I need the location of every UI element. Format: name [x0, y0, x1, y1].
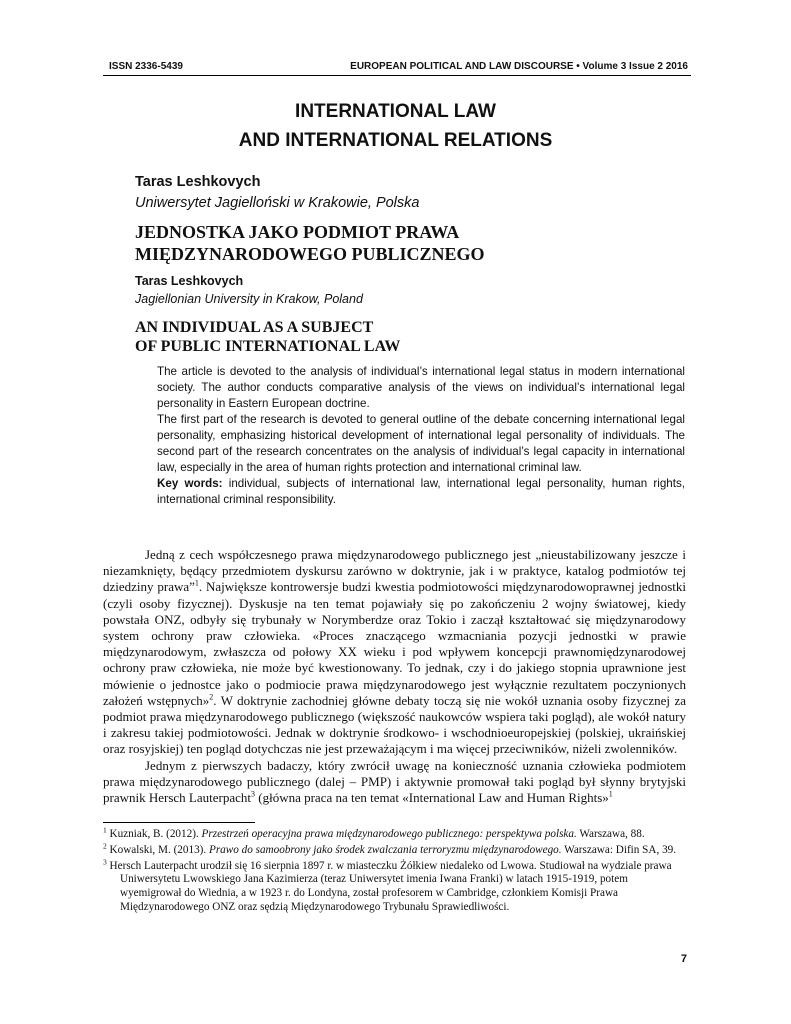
author-english: Taras Leshkovych: [135, 274, 244, 288]
body-text-run: (główna praca na ten temat «International Law and Human Rights»: [255, 790, 609, 806]
footnote-ref: 1: [194, 579, 199, 589]
footnote-italic-title: Prawo do samoobrony jako środek zwalczania terroryzmu międzynarodowego.: [208, 843, 562, 856]
abstract-paragraph-1: The article is devoted to the analysis of individual’s international legal status in modern international society. The author conducts comparative analysis of the views on individual’s international legal personality in Eastern European doctrine.: [157, 365, 685, 410]
section-title-line1: INTERNATIONAL LAW: [295, 101, 496, 122]
footnote-italic-title: Przestrzeń operacyjna prawa międzynarodowego publicznego: perspektywa polska.: [201, 828, 577, 840]
footnote-ref: 3: [251, 789, 255, 799]
footnote-ref: 2: [209, 692, 214, 702]
footnote-text: Hersch Lauterpacht urodził się 16 sierpnia 1897 r. w miasteczku Żółkiew niedaleko od Lwowa. Studiował na wydziale prawa Uniwersytetu Lwowskiego Jana Kazimierza (teraz Uniwersytet imenia Iwana Franki) w latach 1915-1919, potem wyemigrował do Wiednia, a w 1923 r. do Londyna, został profesorem w Cambridge, członkiem Komisji Prawa Międzynarodowego ONZ oraz sędzią Międzynarodowego Trybunału Sprawiedliwości.: [109, 859, 672, 913]
article-title-polish-line2: MIĘDZYNARODOWEGO PUBLICZNEGO: [135, 244, 485, 264]
affiliation-polish: Uniwersytet Jagielloński w Krakowie, Polska: [135, 195, 420, 211]
section-title: [0, 97, 791, 155]
header-issn: ISSN 2336-5439: [109, 61, 183, 72]
keywords-label: Key words:: [157, 477, 223, 490]
affiliation-english: Jagiellonian University in Krakow, Poland: [135, 292, 363, 306]
abstract-paragraph-2: The first part of the research is devoted to general outline of the debate concerning international legal personality, emphasizing historical development of international legal personality of individuals. The second part of the research concentrates on the analysis of individual’s legal capacity in international law, especially in the area of human rights protection and international criminal law.: [157, 413, 685, 474]
keywords-text: individual, subjects of international law, international legal personality, human rights, international criminal responsibility.: [157, 477, 685, 506]
article-title-english-line2: OF PUBLIC INTERNATIONAL LAW: [135, 338, 401, 355]
footnote-ref: 1: [608, 789, 613, 799]
article-title-polish: [135, 221, 485, 265]
footnote-2: [103, 841, 686, 858]
abstract: [157, 364, 685, 508]
body-text-run: Jednym z pierwszych badaczy, który zwrócił uwagę na konieczność uznania człowieka podmiotem prawa międzynarodowego publicznego (dalej – PMP) i aktywnie promował taki pogląd był słynny brytyjski prawnik Hersch Lauterpacht: [103, 757, 686, 806]
body-text-run: Jedną z cech współczesnego prawa międzynarodowego publicznego jest „nieustabilizowany jeszcze i niezamknięty, będący przedmiotem dyskursu zarówno w doktrynie, jak i w praktyce, katalog podmiotów tej dziedziny prawa”: [103, 547, 686, 595]
footnote-number: 1: [103, 825, 107, 835]
body-paragraph-2: [103, 758, 686, 807]
body-text-run: . Największe kontrowersje budzi kwestia podmiotowości międzynarodowoprawnej jednostki (czyli osoby fizycznej). Dyskusje na ten temat pojawiały się po zakończeniu 2 wojny światowej, kiedy powstała ONZ, odbyły się trybunały w Norymberdze oraz Tokio i zaczął kształtować się międzynarodowy system ochrony praw człowieka. «Proces znaczącego wzmacniania pozycji jednostki w prawie międzynarodowym, zwłaszcza od połowy XX wieku i pod wpływem koncepcji prawnomiędzynarodowej ochrony praw człowieka, nie może być kwestionowany. To jednak, czy i do jakiego stopnia uprawnione jest mówienie o jednostce jako o podmiocie prawa międzynarodowego jest wyłącznie rezultatem poczynionych założeń wstępnych»: [103, 579, 686, 708]
header-journal: EUROPEAN POLITICAL AND LAW DISCOURSE • Volume 3 Issue 2 2016: [350, 61, 688, 72]
footnote-text: Warszawa: Difin SA, 39.: [561, 843, 677, 856]
keywords: [157, 476, 685, 508]
footnote-1: [103, 825, 686, 842]
body-paragraph-1: [103, 547, 686, 758]
author-polish: Taras Leshkovych: [135, 174, 261, 190]
footnote-3: [103, 856, 686, 915]
footnotes: [103, 825, 686, 917]
footnote-text: Kowalski, M. (2013).: [109, 843, 209, 856]
article-title-english: [135, 318, 400, 356]
footnote-rule: [103, 822, 255, 823]
page-number: 7: [680, 953, 687, 965]
footnote-text: Warszawa, 88.: [576, 828, 645, 840]
body-text: [103, 547, 686, 806]
article-title-english-line1: AN INDIVIDUAL AS A SUBJECT: [135, 319, 374, 336]
body-text-run: . W doktrynie zachodniej główne debaty toczą się nie wokół uznania osoby fizycznej za podmiot prawa międzynarodowego publicznego (większość naukowców wspiera taki pogląd), ale wokół natury i zakresu takiej podmiotowości. Jednak w doktrynie środkowo- i wschodnioeuropejskiej (polskiej, ukraińskiej oraz rosyjskiej) ten pogląd dotychczas nie jest przeważającym i ma więcej przeciwników, niżeli zwolenników.: [103, 692, 686, 757]
header-rule: [103, 75, 691, 76]
footnote-number: 2: [103, 841, 107, 851]
footnote-text: Kuzniak, B. (2012).: [109, 828, 202, 840]
article-title-polish-line1: JEDNOSTKA JAKO PODMIOT PRAWA: [135, 222, 460, 242]
footnote-number: 3: [103, 856, 107, 866]
section-title-line2: AND INTERNATIONAL RELATIONS: [238, 130, 553, 151]
